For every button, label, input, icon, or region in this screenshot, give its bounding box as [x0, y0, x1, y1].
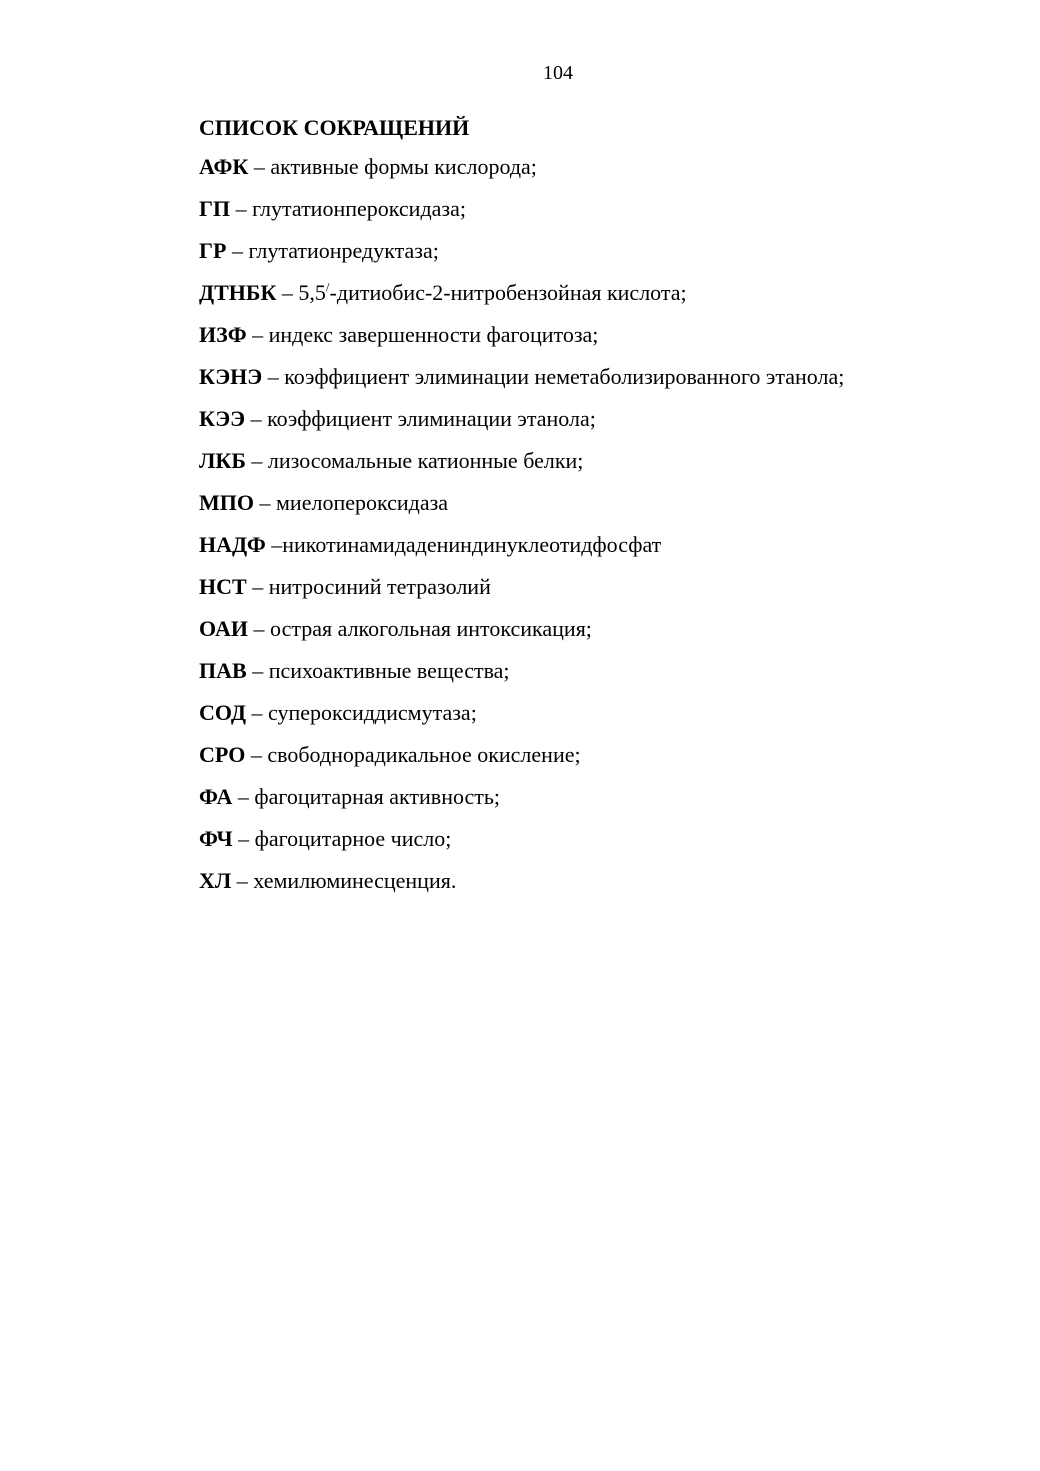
- abbreviation-entry: [199, 272, 999, 314]
- abbreviation-term: ОАИ: [199, 616, 249, 641]
- abbreviation-definition: острая алкогольная интоксикация;: [270, 616, 592, 641]
- abbreviation-separator: –: [245, 448, 268, 473]
- abbreviation-term: ПАВ: [199, 658, 247, 683]
- abbreviation-separator: –: [230, 196, 253, 221]
- abbreviation-term: ГП: [199, 196, 231, 221]
- abbreviation-term: ИЗФ: [199, 322, 247, 347]
- abbreviation-definition: коэффициент элиминации этанола;: [267, 406, 596, 431]
- abbreviation-separator: –: [232, 826, 255, 851]
- abbreviation-term: ФЧ: [199, 826, 233, 851]
- abbreviation-definition: активные формы кислорода;: [270, 154, 537, 179]
- prime-superscript: /: [325, 279, 330, 295]
- page-title: СПИСОК СОКРАЩЕНИЙ: [199, 115, 470, 140]
- abbreviations-list: [199, 110, 999, 902]
- abbreviation-term: ЛКБ: [199, 448, 246, 473]
- abbreviation-separator: –: [265, 532, 283, 557]
- abbreviation-entry: [199, 440, 999, 482]
- abbreviation-separator: –: [276, 280, 299, 305]
- abbreviation-term: НСТ: [199, 574, 247, 599]
- abbreviation-definition: никотинамидадениндинуклеотидфосфат: [282, 532, 662, 557]
- abbreviation-term: АФК: [199, 154, 249, 179]
- abbreviation-separator: –: [262, 364, 285, 389]
- abbreviation-separator: –: [231, 868, 254, 893]
- abbreviation-entry: [199, 146, 999, 188]
- abbreviation-entry: [199, 608, 999, 650]
- abbreviation-separator: –: [246, 574, 269, 599]
- abbreviation-entry: [199, 692, 999, 734]
- abbreviation-definition-prefix: 5,5: [298, 280, 326, 305]
- page-number: 104: [543, 62, 573, 84]
- abbreviation-term: ГР: [199, 238, 227, 263]
- abbreviation-definition: -дитиобис-2-нитробензойная кислота;: [329, 280, 687, 305]
- abbreviation-separator: –: [248, 616, 271, 641]
- abbreviation-separator: –: [226, 238, 249, 263]
- abbreviation-entry: [199, 524, 999, 566]
- abbreviation-definition: лизосомальные катионные белки;: [267, 448, 584, 473]
- abbreviation-definition: супероксиддисмутаза;: [268, 700, 477, 725]
- abbreviation-entry: [199, 650, 999, 692]
- abbreviation-definition: миелопероксидаза: [276, 490, 449, 515]
- abbreviation-definition: нитросиний тетразолий: [268, 574, 491, 599]
- abbreviation-entry: [199, 566, 999, 608]
- abbreviation-term: СРО: [199, 742, 246, 767]
- abbreviation-entry: [199, 230, 999, 272]
- abbreviation-definition: коэффициент элиминации неметаболизированного этанола;: [284, 364, 845, 389]
- abbreviation-term: ДТНБК: [199, 280, 277, 305]
- abbreviation-separator: –: [232, 784, 255, 809]
- abbreviation-entry: [199, 482, 999, 524]
- abbreviation-entry: [199, 776, 999, 818]
- abbreviation-entry: [199, 398, 999, 440]
- abbreviation-entry: [199, 860, 999, 902]
- abbreviation-definition: хемилюминесценция.: [253, 868, 457, 893]
- abbreviation-entry: [199, 188, 999, 230]
- abbreviation-term: КЭЭ: [199, 406, 246, 431]
- abbreviation-definition: глутатионпероксидаза;: [252, 196, 466, 221]
- abbreviation-term: ФА: [199, 784, 233, 809]
- abbreviation-separator: –: [245, 406, 268, 431]
- abbreviation-term: МПО: [199, 490, 254, 515]
- abbreviation-separator: –: [246, 322, 269, 347]
- abbreviation-separator: –: [246, 700, 269, 725]
- abbreviation-term: ХЛ: [199, 868, 232, 893]
- abbreviation-entry: [199, 356, 999, 398]
- abbreviation-entry: [199, 818, 999, 860]
- abbreviation-entry: [199, 314, 999, 356]
- abbreviation-separator: –: [245, 742, 268, 767]
- abbreviation-definition: фагоцитарная активность;: [254, 784, 501, 809]
- abbreviation-term: СОД: [199, 700, 247, 725]
- abbreviation-definition: психоактивные вещества;: [268, 658, 510, 683]
- abbreviation-entry: [199, 734, 999, 776]
- abbreviation-separator: –: [246, 658, 269, 683]
- abbreviation-definition: глутатионредуктаза;: [248, 238, 439, 263]
- abbreviation-definition: фагоцитарное число;: [254, 826, 452, 851]
- abbreviation-term: НАДФ: [199, 532, 266, 557]
- abbreviation-separator: –: [248, 154, 271, 179]
- abbreviation-separator: –: [254, 490, 276, 515]
- abbreviation-definition: свободнорадикальное окисление;: [267, 742, 581, 767]
- abbreviation-term: КЭНЭ: [199, 364, 263, 389]
- abbreviation-definition: индекс завершенности фагоцитоза;: [268, 322, 599, 347]
